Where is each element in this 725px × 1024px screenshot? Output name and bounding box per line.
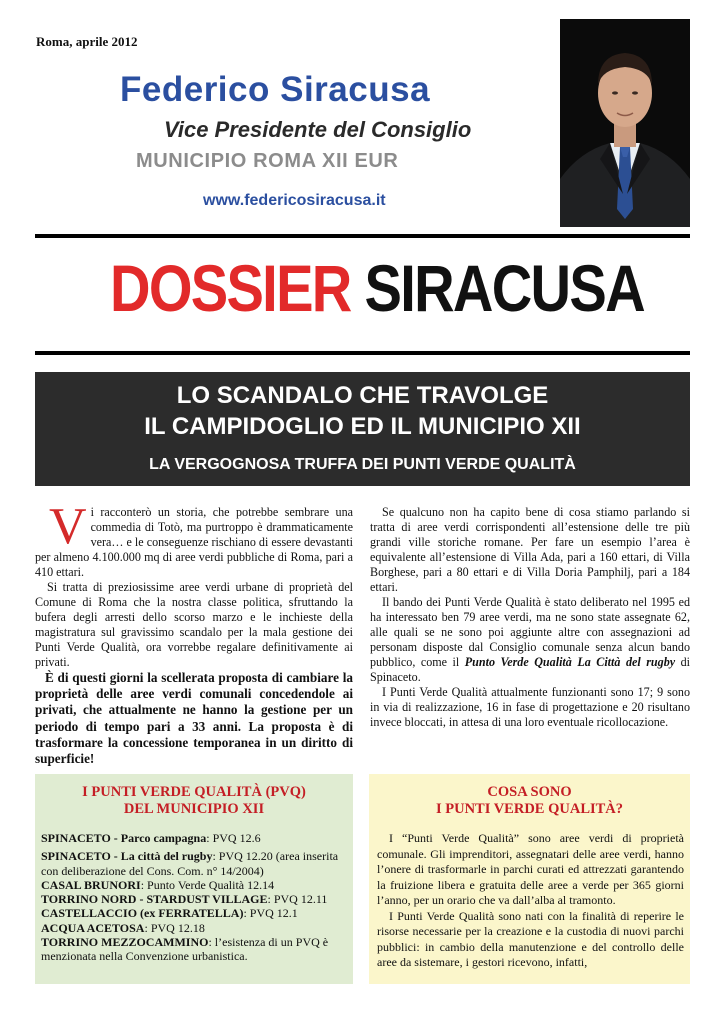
pvq-list-title [35, 774, 353, 818]
list-item-text: : PVQ 12.20 (area inserita con deliberazione del Cons. Com. n° 14/2004) [41, 849, 339, 878]
pvq-list [35, 831, 353, 964]
list-item-text: : PVQ 12.1 [243, 906, 298, 921]
headline-line-2: IL CAMPIDOGLIO ED IL MUNICIPIO XII [144, 413, 581, 440]
list-item-name: SPINACETO - La città del rugby [41, 849, 213, 864]
pvq-explainer-box [369, 774, 690, 984]
list-item-text: : PVQ 12.6 [206, 831, 261, 845]
portrait-illustration [560, 19, 690, 227]
masthead-title [110, 251, 644, 325]
list-item-name: CASAL BRUNORI [41, 877, 141, 892]
list-item-text: : PVQ 12.18 [144, 920, 205, 935]
list-item [41, 878, 347, 892]
article-column-2 [370, 505, 690, 730]
pvq-explainer-body [369, 831, 690, 971]
paragraph-5-highlight: Punto Verde Qualità La Città del rugby [464, 655, 676, 669]
list-item [41, 849, 347, 878]
top-rule [35, 234, 690, 238]
article-paragraph-4: Se qualcuno non ha capito bene di cosa stiamo parlando si tratta di aree verdi corrispondenti all’estensione delle tre più grandi ville storiche romane. Per fare un esempio l’area è equivalente all’estensione di Villa Ada, pari a 160 ettari, di Villa Borghese, pari a 80 ettari e di Villa Doria Pamphilj, pari a 184 ettari. [370, 505, 690, 594]
list-item-name: CASTELLACCIO (ex FERRATELLA) [41, 906, 244, 921]
list-item [41, 935, 347, 964]
headline-line-1: LO SCANDALO CHE TRAVOLGE [176, 382, 549, 409]
paragraph-5-text-c: di Spinaceto. [370, 655, 691, 684]
article-paragraph-6: I Punti Verde Qualità attualmente funzionanti sono 17; 9 sono in via di realizzazione, 16 in fase di progettazione e 20 risultano invece bloccati, in attesa di una loro eventuale ricollocazione. [370, 685, 690, 729]
article-paragraph-3: È di questi giorni la scellerata proposta di cambiare la proprietà delle aree verdi comunali concedendole ai privati, che attualmente ne hanno la gestione per un periodo di tempo pari a 33 anni. La proposta è di trasformare la concessione temporanea in un diritto di superficie! [35, 670, 353, 767]
list-item-name: SPINACETO - Parco campagna [41, 831, 207, 845]
drop-cap: V [49, 498, 87, 555]
pvq-list-title-line-2: DEL MUNICIPIO XII [123, 801, 265, 817]
article-paragraph-2: Si tratta di preziosissime aree verdi urbane di proprietà del Comune di Roma che la nostra classe politica, sfruttando la bufera degli arresti dello scorso marzo e le inchieste della magistratura sul gravissimo scandalo per la mala gestione dei Punti Verde Qualità, ora vorrebbe regalare definitivamente ai privati. [35, 580, 353, 669]
list-item-name: ACQUA ACETOSA [41, 920, 145, 935]
list-item [41, 831, 347, 845]
list-item-text: : Punto Verde Qualità 12.14 [140, 877, 275, 892]
website-link[interactable]: www.federicosiracusa.it [203, 192, 386, 209]
list-item-name: TORRINO MEZZOCAMMINO [41, 935, 209, 950]
list-item [41, 892, 347, 906]
pvq-explainer-title-line-1: COSA SONO [487, 784, 572, 800]
explainer-paragraph-1: I “Punti Verde Qualità” sono aree verdi di proprietà comunale. Gli imprenditori, assegnatari delle aree verdi, hanno l’onere di trasformarle in parchi curati ed attrezzati garantendo la fruizione libera e gratuita delle aree a verde per 365 giorni l’anno, per un orario che va dall’alba al tramonto. [377, 831, 684, 907]
list-item-name: TORRINO NORD - STARDUST VILLAGE [41, 892, 268, 907]
paragraph-5-text-a: Il bando dei Punti Verde Qualità è stato deliberato nel 1995 ed ha interessato ben 79 aree verdi, ma ne sono state assegnate 62, alle quali se ne sono poi aggiunte altre con assegnazioni ad personam disposte dal Consiglio comunale senza alcun bando pubblico, come il [370, 595, 690, 669]
headline-banner [35, 372, 690, 486]
article-paragraph-1: i racconterò un storia, che potrebbe sembrare una commedia di Totò, ma purtroppo è drammaticamente vera… e le conseguenze rischiano di essere devastanti per almeno 4.100.000 mq di aree verdi pubbliche di Roma, pari a 410 ettari. [35, 505, 353, 579]
portrait-photo [560, 19, 690, 227]
list-item [41, 906, 347, 920]
masthead-word-dossier: DOSSIER [110, 251, 351, 325]
article-column-1 [35, 498, 353, 767]
explainer-paragraph-2: I Punti Verde Qualità sono nati con la finalità di reperire le risorse necessarie per la creazione e la custodia di nuovi parchi pubblici: in cambio della manutenzione e del controllo delle aree da sistemare, i gestori ricevono, infatti, [377, 908, 684, 969]
pvq-explainer-title [369, 774, 690, 818]
pvq-list-box [35, 774, 353, 984]
list-item-text: : PVQ 12.11 [267, 892, 328, 907]
politician-name: Federico Siracusa [120, 70, 431, 109]
pvq-list-title-line-1: I PUNTI VERDE QUALITÀ (PVQ) [82, 784, 306, 800]
municipio-label: MUNICIPIO ROMA XII EUR [136, 150, 399, 172]
pvq-explainer-title-line-2: I PUNTI VERDE QUALITÀ? [435, 801, 624, 817]
bottom-rule [35, 351, 690, 355]
list-item [41, 921, 347, 935]
headline-subtitle: LA VERGOGNOSA TRUFFA DEI PUNTI VERDE QUALITÀ [149, 456, 576, 473]
date-line: Roma, aprile 2012 [36, 34, 138, 49]
article-paragraph-5 [370, 595, 690, 685]
list-item-text: : l’esistenza di un PVQ è menzionata nella Convenzione urbanistica. [41, 935, 329, 964]
headline-main [35, 380, 690, 442]
masthead-word-siracusa: SIRACUSA [364, 251, 644, 325]
politician-role: Vice Presidente del Consiglio [164, 117, 472, 142]
